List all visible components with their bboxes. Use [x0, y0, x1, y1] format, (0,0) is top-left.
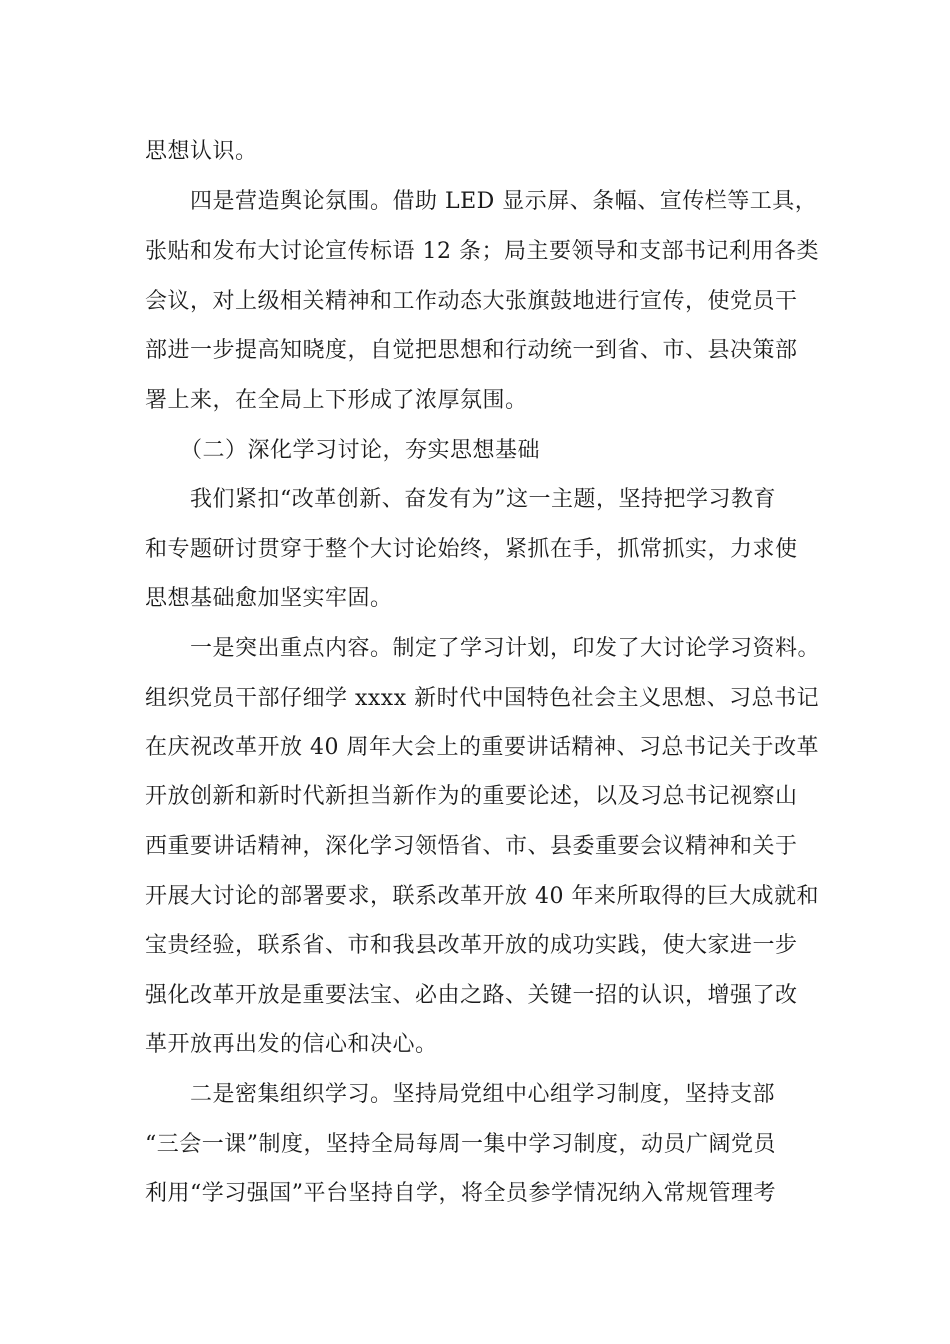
text-line: 在庆祝改革开放 40 周年大会上的重要讲话精神、习总书记关于改革: [145, 735, 819, 760]
text-line: “三会一课”制度，坚持全局每周一集中学习制度，动员广阔党员: [145, 1132, 776, 1157]
text-line: 强化改革开放是重要法宝、必由之路、关键一招的认识，增强了改: [145, 983, 798, 1008]
text-line: 思想基础愈加坚实牢固。: [145, 586, 393, 611]
text-line: 组织党员干部仔细学 xxxx 新时代中国特色社会主义思想、习总书记: [145, 686, 820, 711]
text-line: 四是营造舆论氛围。借助 LED 显示屏、条幅、宣传栏等工具，: [190, 189, 818, 214]
text-line: 革开放再出发的信心和决心。: [145, 1032, 438, 1057]
text-line: 一是突出重点内容。制定了学习计划，印发了大讨论学习资料。: [190, 636, 821, 661]
text-line: 西重要讲话精神，深化学习领悟省、市、县委重要会议精神和关于: [145, 834, 798, 859]
text-line: 开展大讨论的部署要求，联系改革开放 40 年来所取得的巨大成就和: [145, 884, 819, 909]
text-line: 会议，对上级相关精神和工作动态大张旗鼓地进行宣传，使党员干: [145, 289, 798, 314]
text-line: 宝贵经验，联系省、市和我县改革开放的成功实践，使大家进一步: [145, 933, 798, 958]
text-line: 思想认识。: [145, 139, 258, 164]
text-line: 开放创新和新时代新担当新作为的重要论述，以及习总书记视察山: [145, 784, 798, 809]
text-line: 和专题研讨贯穿于整个大讨论始终，紧抓在手，抓常抓实，力求使: [145, 537, 798, 562]
text-line: 部进一步提高知晓度，自觉把思想和行动统一到省、市、县决策部: [145, 338, 798, 363]
text-line: 利用“学习强国”平台坚持自学，将全员参学情况纳入常规管理考: [145, 1181, 776, 1206]
text-line: 我们紧扣“改革创新、奋发有为”这一主题，坚持把学习教育: [190, 487, 776, 512]
text-line: 二是密集组织学习。坚持局党组中心组学习制度，坚持支部: [190, 1082, 776, 1107]
text-line: 署上来，在全局上下形成了浓厚氛围。: [145, 388, 528, 413]
text-line: 张贴和发布大讨论宣传标语 12 条；局主要领导和支部书记利用各类: [145, 239, 819, 264]
section-heading: （二）深化学习讨论，夯实思想基础: [180, 438, 541, 463]
